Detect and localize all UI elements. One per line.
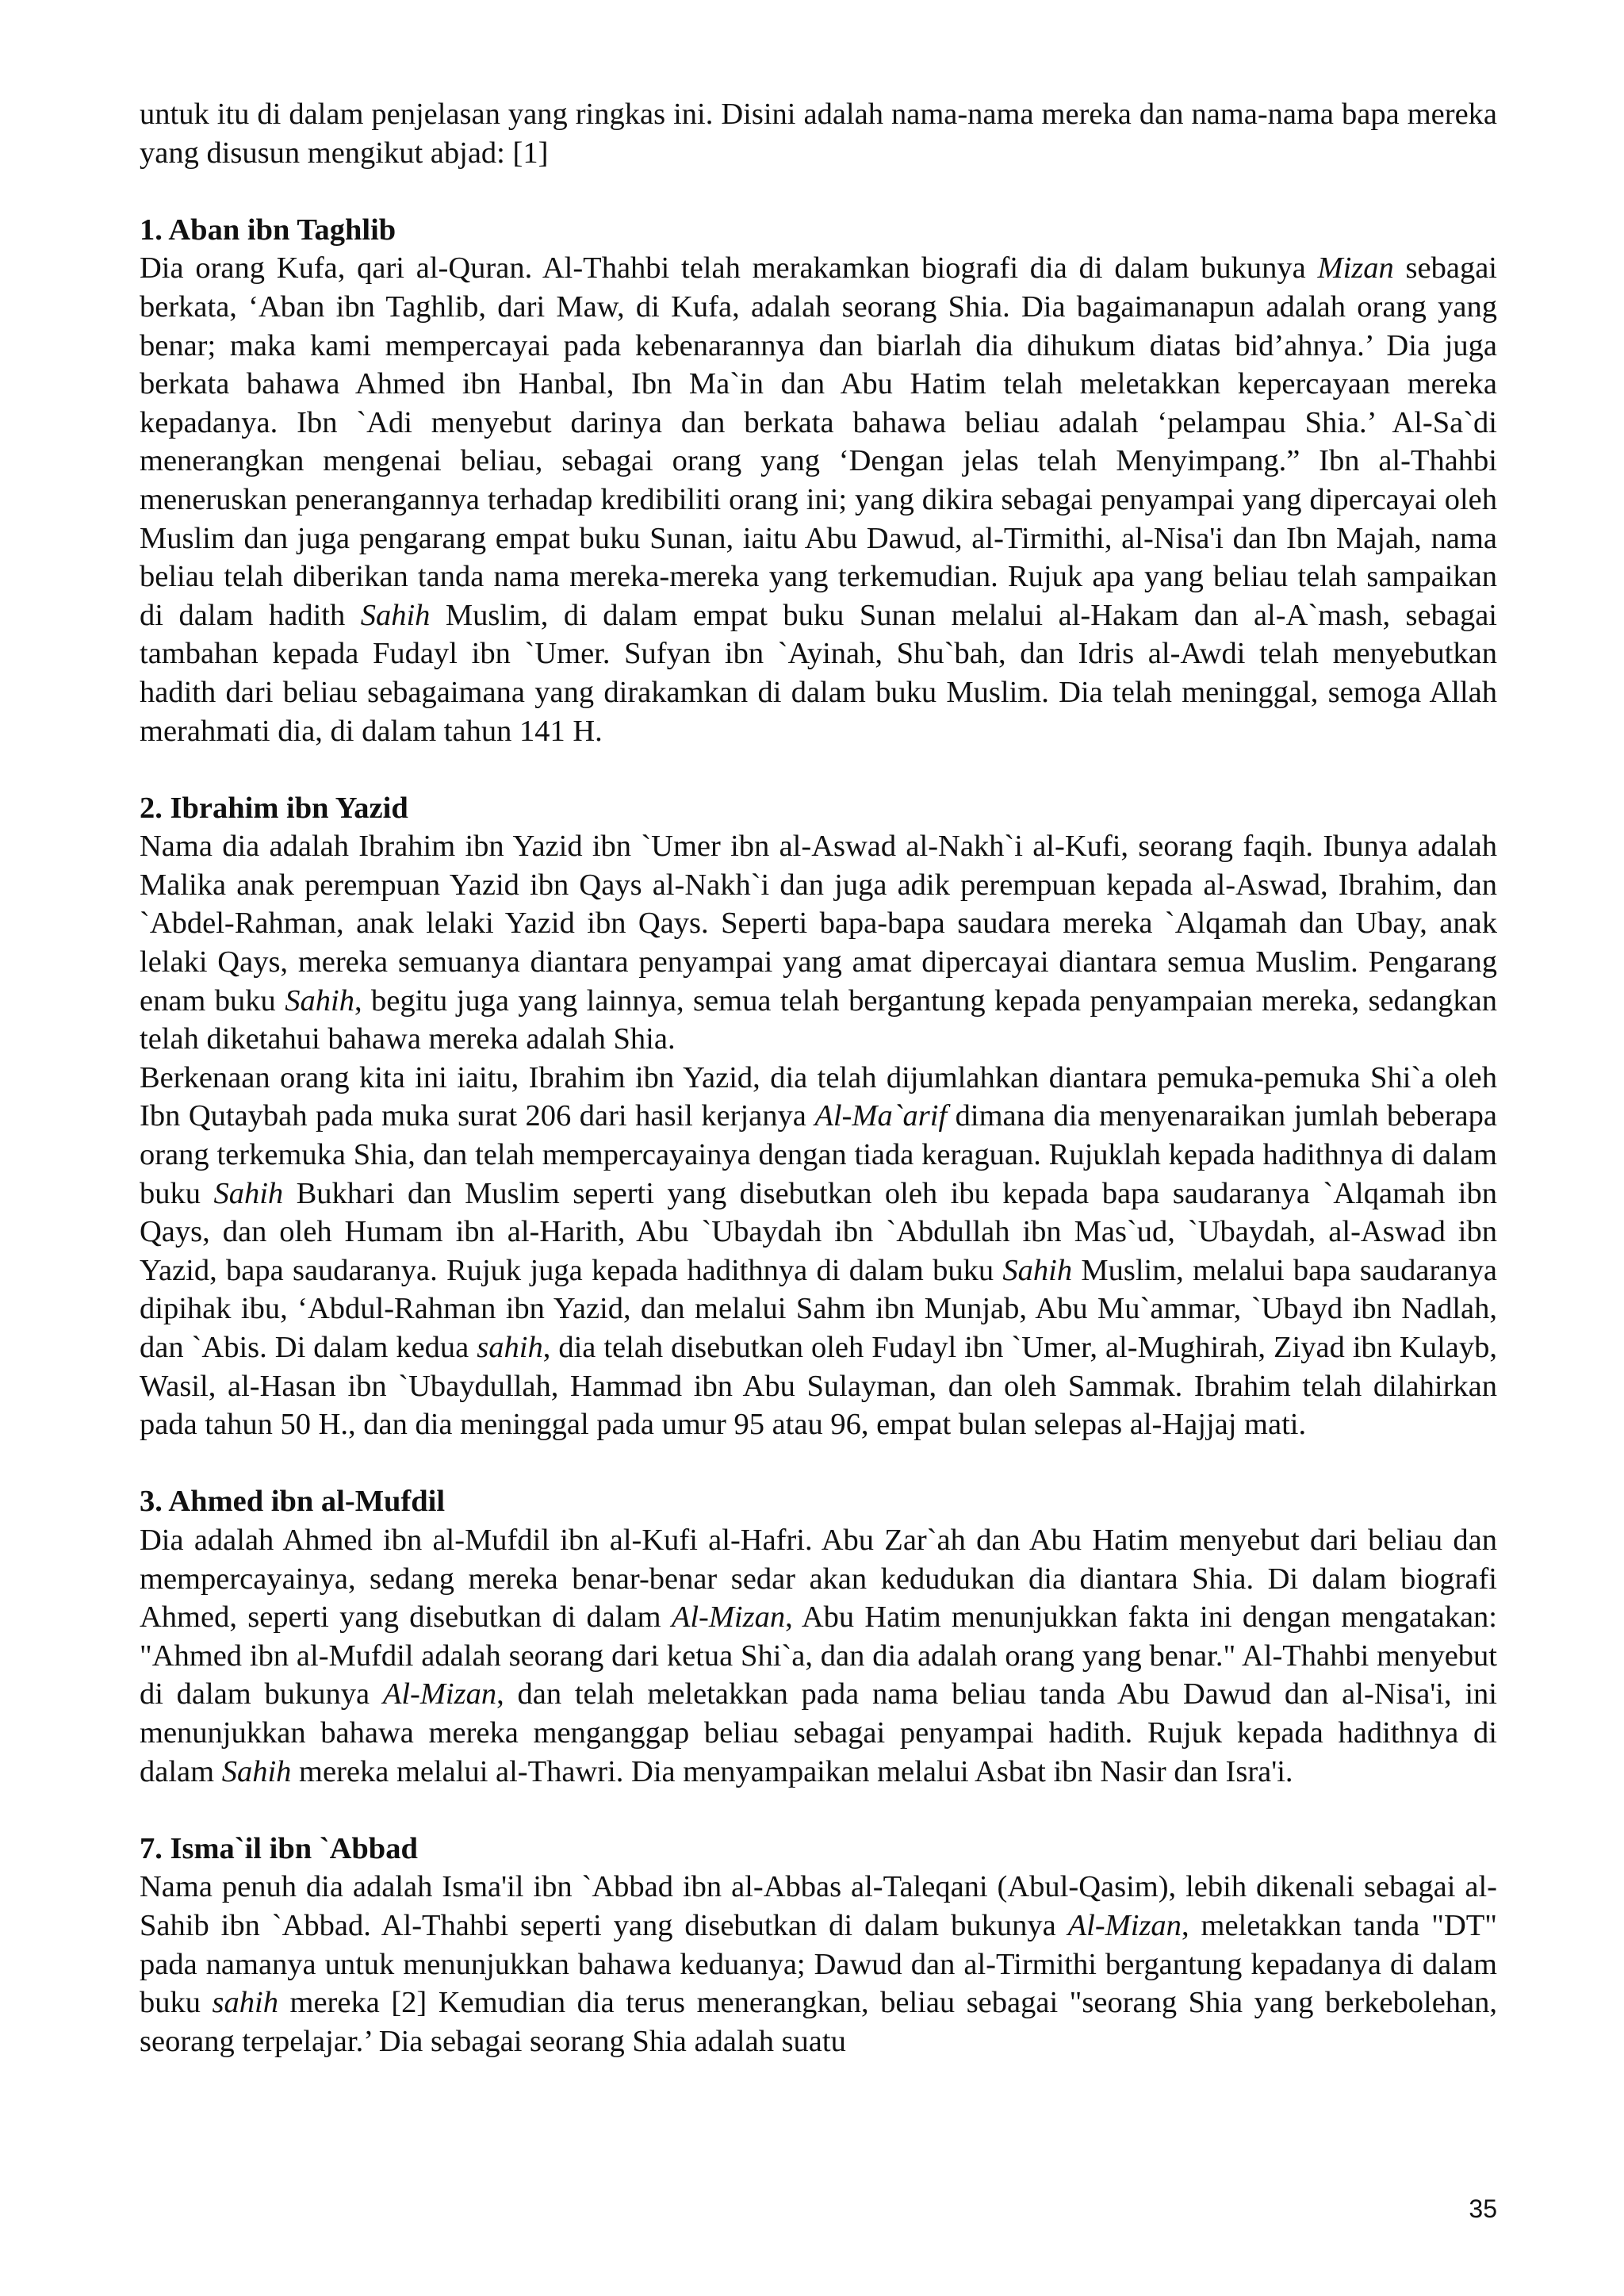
document-page bbox=[140, 95, 1497, 2060]
italic-title-run: Al-Mizan bbox=[382, 1677, 497, 1711]
section-title: 2. Ibrahim ibn Yazid bbox=[140, 791, 408, 825]
text-run: Dia adalah Ahmed ibn al-Mufdil ibn al-Kufi al-Hafri. Abu Zar`ah dan Abu Hatim menyebut dari beliau dan mempercayainya, sedang mereka benar-benar sedar akan kedudukan dia diantara Shia. Di dalam biografi Ahmed, seperti yang disebutkan di dalam bbox=[140, 1523, 1497, 1635]
spacer bbox=[140, 1791, 1497, 1830]
section-aban-ibn-taghlib bbox=[140, 211, 1497, 750]
text-run: , dan telah meletakkan pada nama beliau tanda Abu Dawud dan al-Nisa'i, ini menunjukkan bahawa mereka menganggap beliau sebagai penyampai hadith. Rujuk kepada hadithnya di dalam bbox=[140, 1677, 1497, 1788]
text-run: Dia orang Kufa, qari al-Quran. Al-Thahbi telah merakamkan biografi dia di dalam bukunya bbox=[140, 251, 1318, 286]
text-run: Muslim, melalui bapa saudaranya dipihak ibu, ‘Abdul-Rahman ibn Yazid, dan melalui Sahm ibn Munjab, Abu Mu`ammar, `Ubayd ibn Nadlah, dan `Abis. Di dalam kedua bbox=[140, 1253, 1497, 1364]
section-paragraph bbox=[140, 827, 1497, 1059]
text-run: untuk itu di dalam penjelasan yang ringkas ini. Disini adalah nama-nama mereka dan nama-nama bapa mereka yang disusun mengikut abjad: [1] bbox=[140, 98, 1497, 170]
text-run: Bukhari dan Muslim seperti yang disebutkan oleh ibu kepada bapa saudaranya `Alqamah ibn Qays, dan oleh Humam ibn al-Harith, Abu `Ubaydah ibn `Abdullah ibn Mas`ud, `Ubaydah, al-Aswad ibn Yazid, bapa saudaranya. Rujuk juga kepada hadithnya di dalam buku bbox=[140, 1176, 1497, 1287]
section-title: 3. Ahmed ibn al-Mufdil bbox=[140, 1485, 446, 1519]
intro-paragraph bbox=[140, 95, 1497, 172]
spacer bbox=[140, 172, 1497, 211]
italic-title-run: Sahih bbox=[1002, 1253, 1073, 1287]
section-ahmed-ibn-al-mufdil bbox=[140, 1482, 1497, 1791]
section-title: 1. Aban ibn Taghlib bbox=[140, 213, 396, 247]
text-run: mereka [2] Kemudian dia terus menerangkan, beliau sebagai "seorang Shia yang berkebolehan, seorang terpelajar.’ Dia sebagai seorang Shia adalah suatu bbox=[140, 1986, 1497, 2058]
text-run: Nama penuh dia adalah Isma'il ibn `Abbad ibn al-Abbas al-Taleqani (Abul-Qasim), lebih dikenali sebagai al-Sahib ibn `Abbad. Al-Thahbi seperti yang disebutkan di dalam bukunya bbox=[140, 1870, 1497, 1942]
text-run: , meletakkan tanda "DT" pada namanya untuk menunjukkan bahawa keduanya; Dawud dan al-Tirmithi bergantung kepadanya di dalam buku bbox=[140, 1908, 1497, 2020]
text-run: Berkenaan orang kita ini iaitu, Ibrahim ibn Yazid, dia telah dijumlahkan diantara pemuka-pemuka Shi`a oleh Ibn Qutaybah pada muka surat 206 dari hasil kerjanya bbox=[140, 1060, 1497, 1133]
text-run: sebagai berkata, ‘Aban ibn Taghlib, dari Maw, di Kufa, adalah seorang Shia. Dia bagaimanapun adalah orang yang benar; maka kami mempercayai pada kebenarannya dan biarlah dia dihukum diatas bid’ahnya.’ Dia juga berkata bahawa Ahmed ibn Hanbal, Ibn Ma`in dan Abu Hatim telah meletakkan kepercayaan mereka kepadanya. Ibn `Adi menyebut darinya dan berkata bahawa beliau adalah ‘pelampau Shia.’ Al-Sa`di menerangkan mengenai beliau, sebagai orang yang ‘Dengan jelas telah Menyimpang.” Ibn al-Thahbi meneruskan penerangannya terhadap kredibiliti orang ini; yang dikira sebagai penyampai yang dipercayai oleh Muslim dan juga pengarang empat buku Sunan, iaitu Abu Dawud, al-Tirmithi, al-Nisa'i dan Ibn Majah, nama beliau telah diberikan tanda nama mereka-mereka yang terkemudian. Rujuk apa yang beliau telah sampaikan di dalam hadith bbox=[140, 251, 1497, 632]
italic-title-run: Al-Mizan bbox=[1067, 1908, 1182, 1942]
text-run: dimana dia menyenaraikan jumlah beberapa orang terkemuka Shia, dan telah mempercayainya dengan tiada keraguan. Rujuklah kepada hadithnya di dalam buku bbox=[140, 1099, 1497, 1210]
section-ibrahim-ibn-yazid bbox=[140, 789, 1497, 1444]
text-run: Muslim, di dalam empat buku Sunan melalui al-Hakam dan al-A`mash, sebagai tambahan kepada Fudayl ibn `Umer. Sufyan ibn `Ayinah, Shu`bah, dan Idris al-Awdi telah menyebutkan hadith dari beliau sebagaimana yang dirakamkan di dalam buku Muslim. Dia telah meninggal, semoga Allah merahmati dia, di dalam tahun 141 H. bbox=[140, 598, 1498, 748]
italic-title-run: sahih bbox=[212, 1986, 278, 2020]
section-paragraph bbox=[140, 1059, 1497, 1444]
italic-title-run: Sahih bbox=[221, 1754, 292, 1788]
text-run: , Abu Hatim menunjukkan fakta ini dengan mengatakan: "Ahmed ibn al-Mufdil adalah seorang dari ketua Shi`a, dan dia adalah orang yang benar." Al-Thahbi menyebut di dalam bukunya bbox=[140, 1600, 1497, 1711]
italic-title-run: Mizan bbox=[1317, 251, 1394, 286]
text-run: mereka melalui al-Thawri. Dia menyampaikan melalui Asbat ibn Nasir dan Isra'i. bbox=[291, 1754, 1293, 1788]
italic-title-run: Al-Mizan bbox=[671, 1600, 786, 1635]
text-run: Nama dia adalah Ibrahim ibn Yazid ibn `Umer ibn al-Aswad al-Nakh`i al-Kufi, seorang faqih. Ibunya adalah Malika anak perempuan Yazid ibn Qays al-Nakh`i dan juga adik perempuan kepada al-Aswad, Ibrahim, dan `Abdel-Rahman, anak lelaki Yazid ibn Qays. Seperti bapa-bapa saudara mereka `Alqamah dan Ubay, anak lelaki Qays, mereka semuanya diantara penyampai yang amat dipercayai diantara semua Muslim. Pengarang enam buku bbox=[140, 830, 1497, 1018]
page-number: 35 bbox=[1469, 2194, 1497, 2223]
italic-title-run: Al-Ma`arif bbox=[814, 1099, 948, 1133]
section-paragraph bbox=[140, 1868, 1497, 2060]
spacer bbox=[140, 750, 1497, 789]
section-paragraph bbox=[140, 1521, 1497, 1791]
italic-title-run: Sahih bbox=[285, 983, 354, 1018]
text-run: , dia telah disebutkan oleh Fudayl ibn `Umer, al-Mughirah, Ziyad ibn Kulayb, Wasil, al-Hasan ibn `Ubaydullah, Hammad ibn Abu Sulayman, dan oleh Sammak. Ibrahim telah dilahirkan pada tahun 50 H., dan dia meninggal pada umur 95 atau 96, empat bulan selepas al-Hajjaj mati. bbox=[140, 1331, 1497, 1442]
section-ismail-ibn-abbad bbox=[140, 1830, 1497, 2061]
spacer bbox=[140, 1444, 1497, 1483]
italic-title-run: Sahih bbox=[360, 598, 431, 632]
text-run: , begitu juga yang lainnya, semua telah bergantung kepada penyampaian mereka, sedangkan telah diketahui bahawa mereka adalah Shia. bbox=[140, 983, 1497, 1056]
section-title: 7. Isma`il ibn `Abbad bbox=[140, 1831, 418, 1865]
italic-title-run: sahih bbox=[477, 1331, 543, 1364]
italic-title-run: Sahih bbox=[213, 1176, 284, 1210]
section-paragraph bbox=[140, 249, 1497, 750]
